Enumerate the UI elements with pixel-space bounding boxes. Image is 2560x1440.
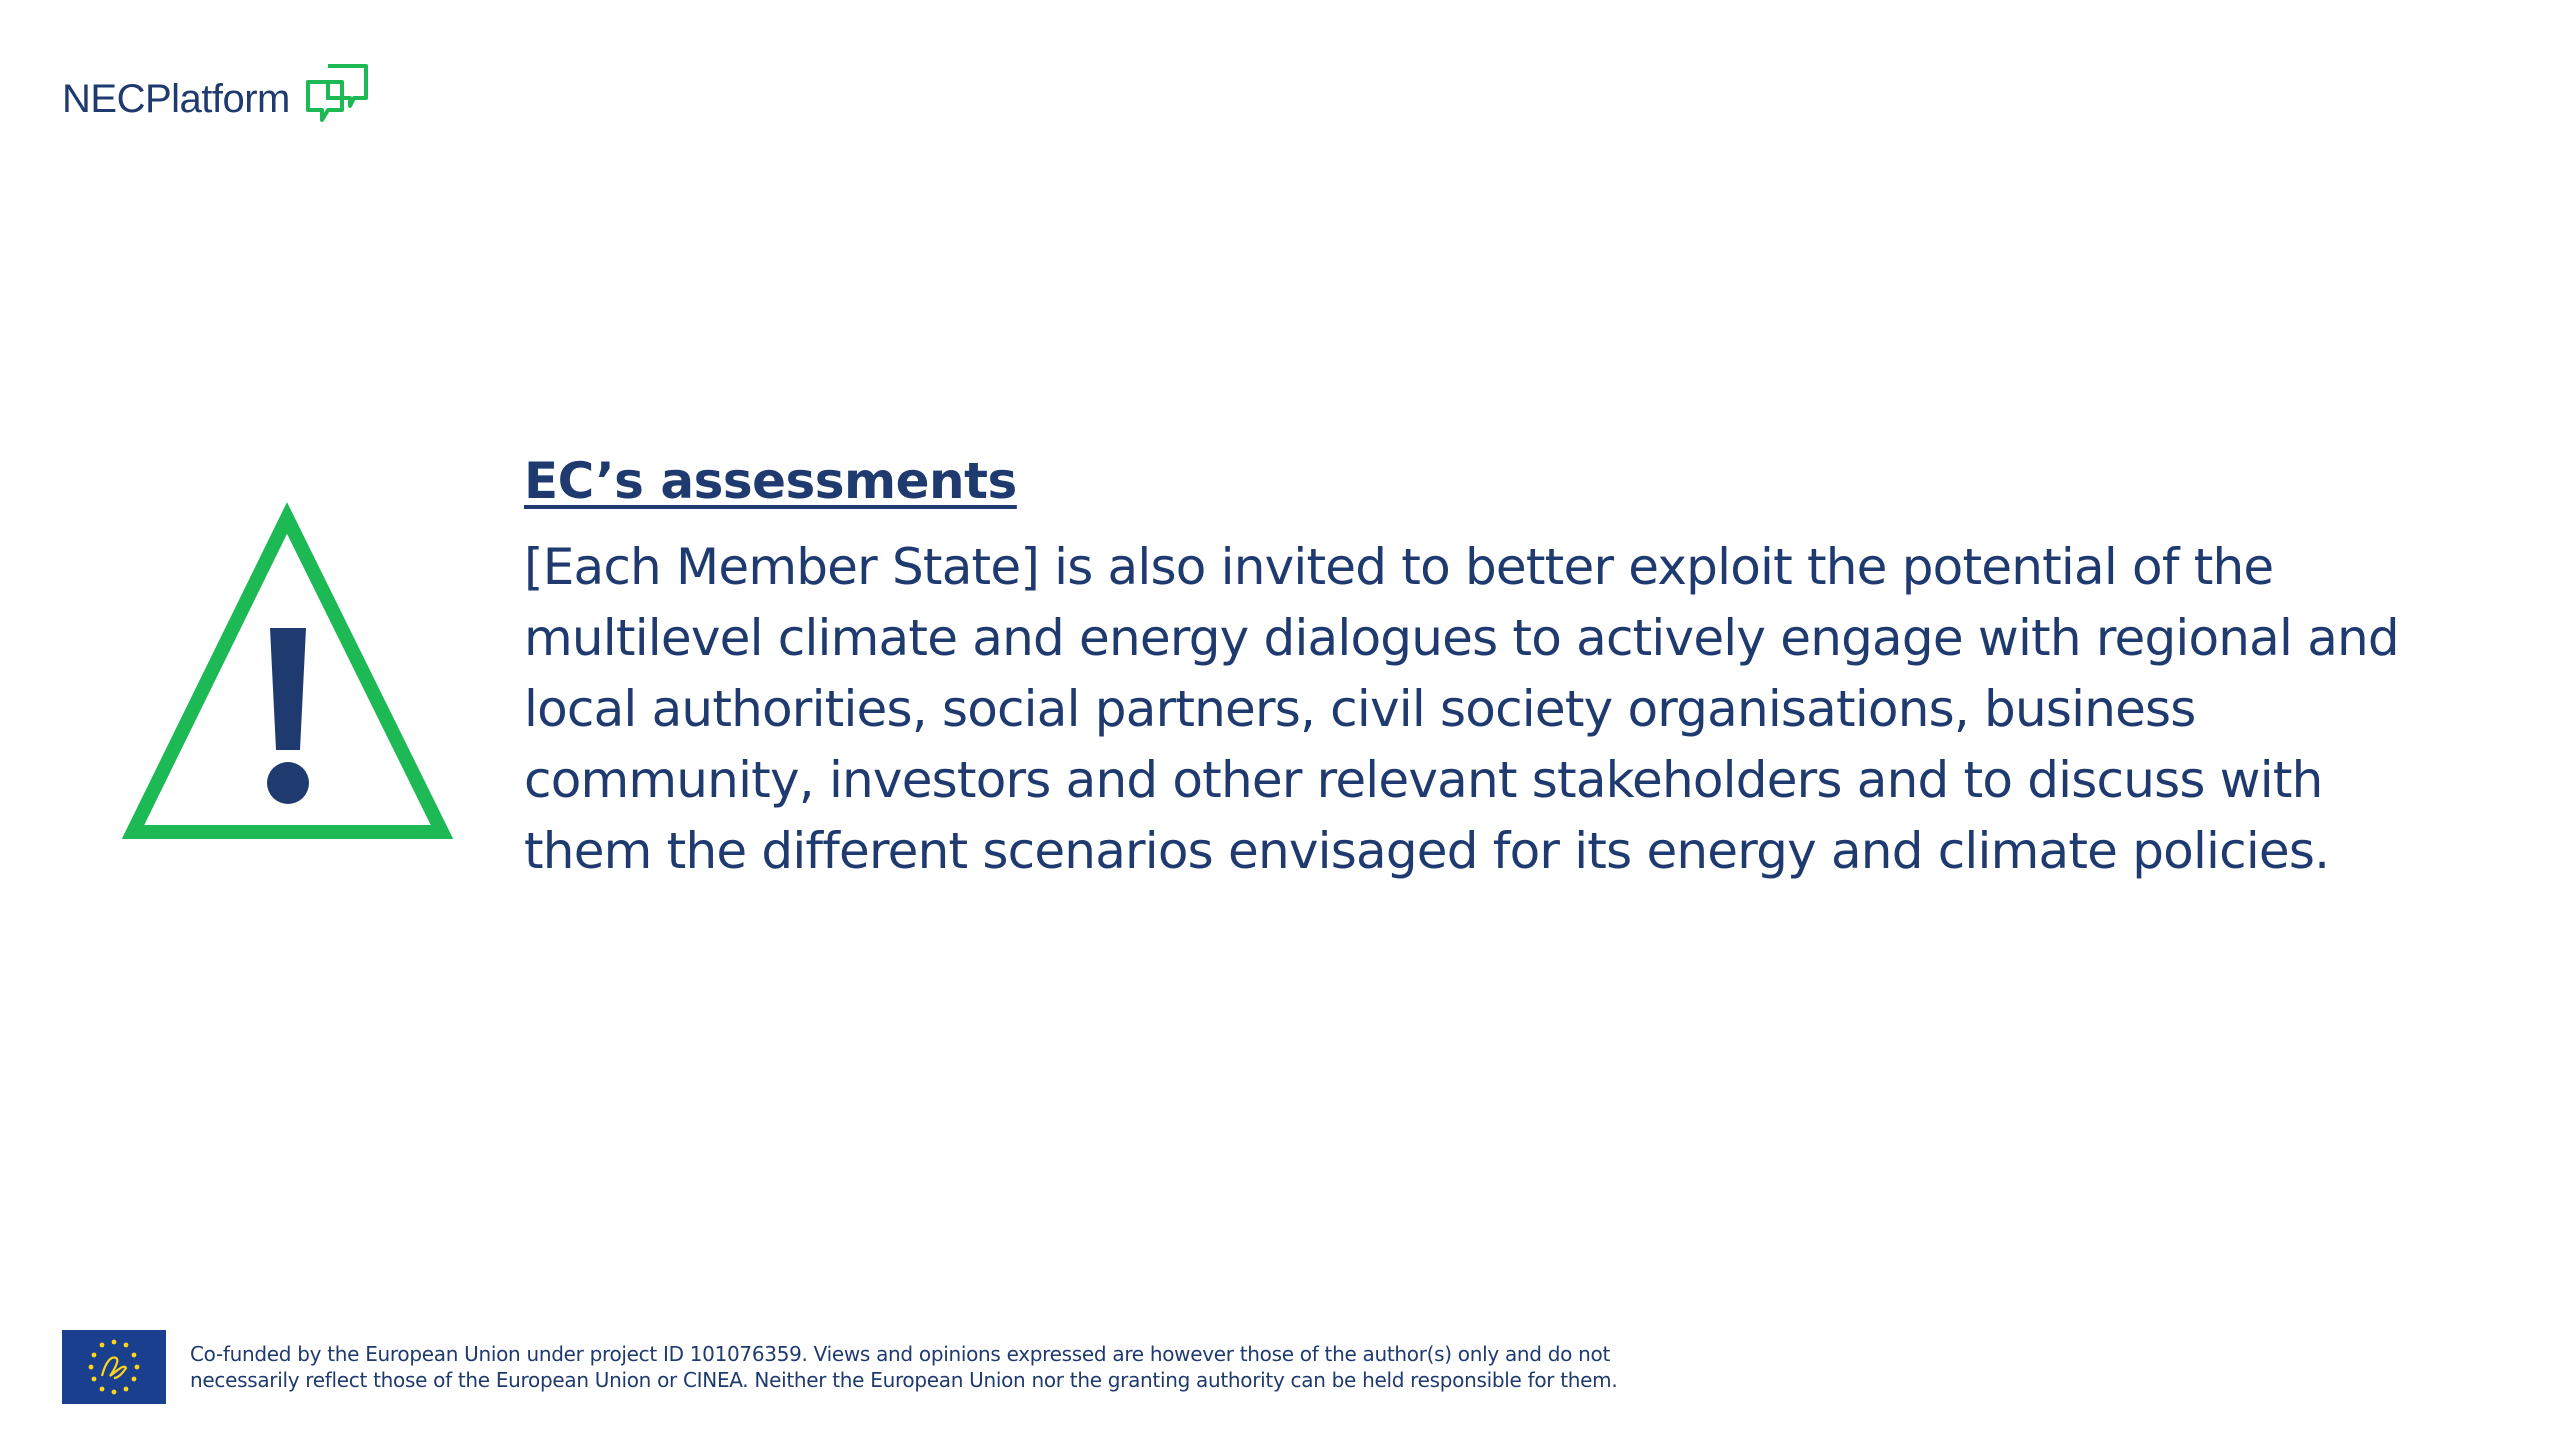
warning-triangle-icon (120, 500, 455, 845)
disclaimer-line-2: necessarily reflect those of the European Union or CINEA. Neither the European Union nor the granting authority can be held responsible for them. (190, 1368, 1618, 1392)
funding-disclaimer (190, 1341, 1790, 1393)
necplatform-logo (62, 64, 370, 134)
disclaimer-line-1: Co-funded by the European Union under project ID 101076359. Views and opinions expressed are however those of the author(s) only and do not (190, 1342, 1610, 1366)
assessment-body: [Each Member State] is also invited to better exploit the potential of the multilevel climate and energy dialogues to actively engage with regional and local authorities, social partners, civil society organisations, business community, investors and other relevant stakeholders and to discuss with them the different scenarios envisaged for its energy and climate policies. (524, 538, 2399, 880)
logo-text: NECPlatform (62, 76, 290, 121)
assessment-heading: EC’s assessments (524, 452, 1017, 510)
assessment-content (524, 452, 2424, 887)
speech-bubbles-icon (304, 60, 370, 126)
eu-life-logo-icon (62, 1330, 166, 1404)
footer (62, 1330, 1790, 1404)
